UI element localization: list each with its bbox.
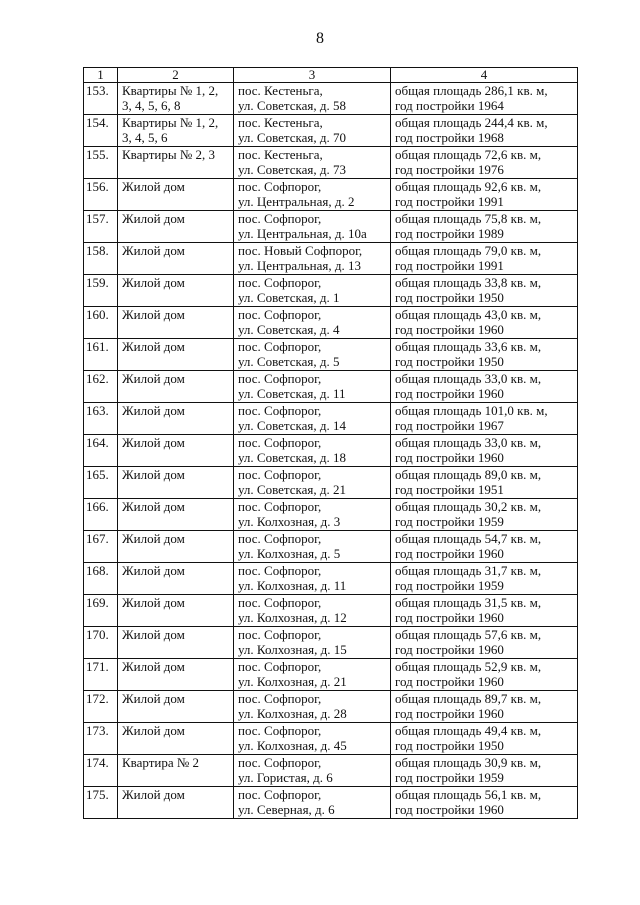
table-row <box>84 211 578 243</box>
characteristics-cell-line-1: общая площадь 31,7 кв. м, <box>395 563 542 578</box>
address-cell-line-1: пос. Софпорог, <box>238 499 322 514</box>
object-name-cell-line-1: Жилой дом <box>122 595 185 610</box>
table-row <box>84 467 578 499</box>
address-cell-line-1: пос. Софпорог, <box>238 211 322 226</box>
address-cell-line-1: пос. Софпорог, <box>238 787 322 802</box>
address-cell <box>234 275 391 307</box>
row-number-cell-line-1: 172. <box>86 691 109 706</box>
address-cell-line-2: ул. Советская, д. 21 <box>238 482 347 497</box>
table-row <box>84 691 578 723</box>
table-row <box>84 627 578 659</box>
characteristics-cell-line-1: общая площадь 33,0 кв. м, <box>395 435 542 450</box>
table-row <box>84 659 578 691</box>
characteristics-cell <box>391 179 578 211</box>
table-row <box>84 371 578 403</box>
table-header <box>84 68 578 83</box>
object-name-cell-line-1: Жилой дом <box>122 435 185 450</box>
characteristics-cell <box>391 147 578 179</box>
characteristics-cell-line-2: год постройки 1960 <box>395 322 504 337</box>
row-number-cell <box>84 147 118 179</box>
object-name-cell-line-1: Жилой дом <box>122 627 185 642</box>
table-row <box>84 243 578 275</box>
address-cell-line-2: ул. Советская, д. 4 <box>238 322 340 337</box>
address-cell-line-1: пос. Софпорог, <box>238 691 322 706</box>
address-cell <box>234 339 391 371</box>
row-number-cell-line-1: 163. <box>86 403 109 418</box>
address-cell <box>234 211 391 243</box>
object-name-cell <box>118 755 234 787</box>
characteristics-cell <box>391 115 578 147</box>
column-header-1: 1 <box>84 68 118 83</box>
row-number-cell <box>84 403 118 435</box>
property-table <box>83 67 578 819</box>
address-cell <box>234 755 391 787</box>
object-name-cell <box>118 691 234 723</box>
characteristics-cell-line-2: год постройки 1976 <box>395 162 504 177</box>
table-row <box>84 499 578 531</box>
row-number-cell-line-1: 170. <box>86 627 109 642</box>
table-row <box>84 275 578 307</box>
address-cell <box>234 723 391 755</box>
characteristics-cell <box>391 755 578 787</box>
characteristics-cell-line-2: год постройки 1991 <box>395 258 504 273</box>
object-name-cell-line-2: 3, 4, 5, 6, 8 <box>122 98 181 113</box>
row-number-cell-line-1: 169. <box>86 595 109 610</box>
characteristics-cell-line-1: общая площадь 43,0 кв. м, <box>395 307 542 322</box>
characteristics-cell <box>391 499 578 531</box>
address-cell-line-2: ул. Колхозная, д. 12 <box>238 610 347 625</box>
address-cell <box>234 83 391 115</box>
characteristics-cell-line-1: общая площадь 33,0 кв. м, <box>395 371 542 386</box>
address-cell-line-2: ул. Колхозная, д. 11 <box>238 578 347 593</box>
object-name-cell-line-1: Жилой дом <box>122 723 185 738</box>
address-cell-line-2: ул. Советская, д. 14 <box>238 418 347 433</box>
characteristics-cell-line-1: общая площадь 89,7 кв. м, <box>395 691 542 706</box>
address-cell-line-2: ул. Центральная, д. 13 <box>238 258 361 273</box>
address-cell-line-2: ул. Советская, д. 5 <box>238 354 340 369</box>
object-name-cell <box>118 467 234 499</box>
characteristics-cell <box>391 563 578 595</box>
address-cell-line-2: ул. Советская, д. 18 <box>238 450 347 465</box>
characteristics-cell-line-1: общая площадь 30,9 кв. м, <box>395 755 542 770</box>
characteristics-cell <box>391 339 578 371</box>
address-cell <box>234 595 391 627</box>
address-cell-line-2: ул. Колхозная, д. 15 <box>238 642 347 657</box>
object-name-cell-line-1: Жилой дом <box>122 179 185 194</box>
characteristics-cell <box>391 627 578 659</box>
object-name-cell <box>118 147 234 179</box>
address-cell-line-2: ул. Советская, д. 70 <box>238 130 347 145</box>
address-cell-line-2: ул. Советская, д. 1 <box>238 290 340 305</box>
row-number-cell <box>84 563 118 595</box>
characteristics-cell <box>391 595 578 627</box>
row-number-cell <box>84 371 118 403</box>
address-cell-line-1: пос. Софпорог, <box>238 339 322 354</box>
object-name-cell-line-1: Жилой дом <box>122 307 185 322</box>
row-number-cell-line-1: 161. <box>86 339 109 354</box>
address-cell <box>234 531 391 563</box>
object-name-cell <box>118 531 234 563</box>
characteristics-cell-line-1: общая площадь 89,0 кв. м, <box>395 467 542 482</box>
characteristics-cell-line-2: год постройки 1960 <box>395 642 504 657</box>
column-header-3: 3 <box>234 68 391 83</box>
address-cell <box>234 499 391 531</box>
object-name-cell <box>118 243 234 275</box>
object-name-cell-line-2: 3, 4, 5, 6 <box>122 130 168 145</box>
table-row <box>84 723 578 755</box>
address-cell-line-1: пос. Софпорог, <box>238 755 322 770</box>
row-number-cell-line-1: 156. <box>86 179 109 194</box>
object-name-cell <box>118 723 234 755</box>
address-cell-line-1: пос. Софпорог, <box>238 179 322 194</box>
address-cell <box>234 467 391 499</box>
object-name-cell <box>118 659 234 691</box>
object-name-cell-line-1: Жилой дом <box>122 787 185 802</box>
address-cell-line-1: пос. Софпорог, <box>238 275 322 290</box>
characteristics-cell-line-1: общая площадь 49,4 кв. м, <box>395 723 542 738</box>
characteristics-cell <box>391 403 578 435</box>
table-row <box>84 147 578 179</box>
row-number-cell-line-1: 175. <box>86 787 109 802</box>
address-cell <box>234 115 391 147</box>
row-number-cell <box>84 179 118 211</box>
row-number-cell <box>84 467 118 499</box>
object-name-cell <box>118 435 234 467</box>
row-number-cell-line-1: 164. <box>86 435 109 450</box>
characteristics-cell <box>391 435 578 467</box>
address-cell-line-1: пос. Софпорог, <box>238 435 322 450</box>
row-number-cell-line-1: 171. <box>86 659 109 674</box>
characteristics-cell-line-1: общая площадь 30,2 кв. м, <box>395 499 542 514</box>
row-number-cell <box>84 243 118 275</box>
object-name-cell-line-1: Квартира № 2 <box>122 755 200 770</box>
characteristics-cell-line-1: общая площадь 244,4 кв. м, <box>395 115 548 130</box>
row-number-cell <box>84 307 118 339</box>
object-name-cell-line-1: Жилой дом <box>122 531 185 546</box>
characteristics-cell-line-2: год постройки 1960 <box>395 706 504 721</box>
address-cell-line-2: ул. Колхозная, д. 45 <box>238 738 347 753</box>
object-name-cell-line-1: Жилой дом <box>122 243 185 258</box>
object-name-cell-line-1: Жилой дом <box>122 275 185 290</box>
row-number-cell-line-1: 167. <box>86 531 109 546</box>
row-number-cell <box>84 691 118 723</box>
address-cell-line-1: пос. Кестеньга, <box>238 83 323 98</box>
characteristics-cell-line-2: год постройки 1950 <box>395 738 504 753</box>
address-cell <box>234 691 391 723</box>
object-name-cell-line-1: Жилой дом <box>122 467 185 482</box>
address-cell-line-1: пос. Софпорог, <box>238 595 322 610</box>
characteristics-cell-line-1: общая площадь 33,8 кв. м, <box>395 275 542 290</box>
object-name-cell-line-1: Квартиры № 1, 2, <box>122 115 219 130</box>
address-cell <box>234 403 391 435</box>
characteristics-cell-line-2: год постройки 1960 <box>395 450 504 465</box>
characteristics-cell-line-1: общая площадь 286,1 кв. м, <box>395 83 548 98</box>
row-number-cell-line-1: 155. <box>86 147 109 162</box>
address-cell <box>234 371 391 403</box>
characteristics-cell <box>391 211 578 243</box>
characteristics-cell-line-2: год постройки 1989 <box>395 226 504 241</box>
characteristics-cell-line-2: год постройки 1959 <box>395 578 504 593</box>
object-name-cell <box>118 339 234 371</box>
address-cell <box>234 435 391 467</box>
object-name-cell-line-1: Жилой дом <box>122 499 185 514</box>
row-number-cell <box>84 531 118 563</box>
characteristics-cell-line-1: общая площадь 72,6 кв. м, <box>395 147 542 162</box>
table-row <box>84 435 578 467</box>
address-cell-line-1: пос. Софпорог, <box>238 659 322 674</box>
page-number: 8 <box>316 30 324 47</box>
address-cell-line-1: пос. Софпорог, <box>238 723 322 738</box>
address-cell-line-2: ул. Гористая, д. 6 <box>238 770 333 785</box>
row-number-cell <box>84 339 118 371</box>
row-number-cell <box>84 115 118 147</box>
characteristics-cell <box>391 275 578 307</box>
table-row <box>84 179 578 211</box>
object-name-cell-line-1: Квартиры № 1, 2, <box>122 83 219 98</box>
address-cell-line-2: ул. Советская, д. 11 <box>238 386 346 401</box>
object-name-cell-line-1: Жилой дом <box>122 691 185 706</box>
address-cell-line-1: пос. Кестеньга, <box>238 115 323 130</box>
characteristics-cell <box>391 467 578 499</box>
address-cell <box>234 787 391 819</box>
row-number-cell-line-1: 165. <box>86 467 109 482</box>
object-name-cell <box>118 787 234 819</box>
address-cell-line-1: пос. Софпорог, <box>238 627 322 642</box>
characteristics-cell-line-1: общая площадь 56,1 кв. м, <box>395 787 542 802</box>
table-row <box>84 755 578 787</box>
address-cell <box>234 243 391 275</box>
characteristics-cell-line-1: общая площадь 33,6 кв. м, <box>395 339 542 354</box>
address-cell-line-1: пос. Новый Софпорог, <box>238 243 363 258</box>
object-name-cell <box>118 307 234 339</box>
row-number-cell-line-1: 157. <box>86 211 109 226</box>
address-cell <box>234 307 391 339</box>
address-cell-line-2: ул. Колхозная, д. 5 <box>238 546 341 561</box>
row-number-cell <box>84 499 118 531</box>
object-name-cell-line-1: Жилой дом <box>122 563 185 578</box>
characteristics-cell-line-2: год постройки 1960 <box>395 674 504 689</box>
characteristics-cell-line-2: год постройки 1991 <box>395 194 504 209</box>
address-cell-line-2: ул. Колхозная, д. 3 <box>238 514 341 529</box>
table-body <box>84 83 578 819</box>
object-name-cell-line-1: Жилой дом <box>122 339 185 354</box>
object-name-cell-line-1: Жилой дом <box>122 403 185 418</box>
address-cell-line-2: ул. Колхозная, д. 28 <box>238 706 347 721</box>
row-number-cell-line-1: 162. <box>86 371 109 386</box>
row-number-cell-line-1: 159. <box>86 275 109 290</box>
column-header-2: 2 <box>118 68 234 83</box>
address-cell-line-1: пос. Кестеньга, <box>238 147 323 162</box>
address-cell-line-1: пос. Софпорог, <box>238 403 322 418</box>
row-number-cell-line-1: 153. <box>86 83 109 98</box>
characteristics-cell-line-2: год постройки 1959 <box>395 770 504 785</box>
object-name-cell <box>118 499 234 531</box>
characteristics-cell-line-1: общая площадь 52,9 кв. м, <box>395 659 542 674</box>
header-row <box>84 68 578 83</box>
table-row <box>84 307 578 339</box>
address-cell <box>234 563 391 595</box>
characteristics-cell-line-2: год постройки 1960 <box>395 610 504 625</box>
characteristics-cell-line-1: общая площадь 92,6 кв. м, <box>395 179 542 194</box>
characteristics-cell <box>391 531 578 563</box>
address-cell <box>234 627 391 659</box>
address-cell-line-1: пос. Софпорог, <box>238 371 322 386</box>
characteristics-cell-line-1: общая площадь 57,6 кв. м, <box>395 627 542 642</box>
column-header-4: 4 <box>391 68 578 83</box>
object-name-cell <box>118 595 234 627</box>
address-cell <box>234 147 391 179</box>
row-number-cell-line-1: 160. <box>86 307 109 322</box>
object-name-cell <box>118 115 234 147</box>
row-number-cell <box>84 787 118 819</box>
table-row <box>84 403 578 435</box>
characteristics-cell-line-2: год постройки 1960 <box>395 546 504 561</box>
address-cell <box>234 659 391 691</box>
object-name-cell-line-1: Квартиры № 2, 3 <box>122 147 216 162</box>
object-name-cell <box>118 211 234 243</box>
row-number-cell-line-1: 174. <box>86 755 109 770</box>
object-name-cell <box>118 371 234 403</box>
table-row <box>84 595 578 627</box>
object-name-cell <box>118 179 234 211</box>
row-number-cell-line-1: 154. <box>86 115 109 130</box>
row-number-cell-line-1: 173. <box>86 723 109 738</box>
table-row <box>84 531 578 563</box>
characteristics-cell <box>391 723 578 755</box>
row-number-cell <box>84 83 118 115</box>
characteristics-cell <box>391 691 578 723</box>
row-number-cell <box>84 435 118 467</box>
characteristics-cell-line-2: год постройки 1950 <box>395 290 504 305</box>
address-cell-line-1: пос. Софпорог, <box>238 563 322 578</box>
table-row <box>84 115 578 147</box>
address-cell-line-2: ул. Северная, д. 6 <box>238 802 335 817</box>
characteristics-cell-line-2: год постройки 1950 <box>395 354 504 369</box>
characteristics-cell-line-1: общая площадь 79,0 кв. м, <box>395 243 542 258</box>
object-name-cell-line-1: Жилой дом <box>122 659 185 674</box>
row-number-cell-line-1: 168. <box>86 563 109 578</box>
address-cell <box>234 179 391 211</box>
characteristics-cell-line-2: год постройки 1967 <box>395 418 504 433</box>
characteristics-cell <box>391 659 578 691</box>
address-cell-line-2: ул. Центральная, д. 10а <box>238 226 367 241</box>
characteristics-cell-line-1: общая площадь 31,5 кв. м, <box>395 595 542 610</box>
row-number-cell <box>84 627 118 659</box>
characteristics-cell-line-1: общая площадь 54,7 кв. м, <box>395 531 542 546</box>
address-cell-line-1: пос. Софпорог, <box>238 467 322 482</box>
table-row <box>84 563 578 595</box>
object-name-cell-line-1: Жилой дом <box>122 211 185 226</box>
row-number-cell-line-1: 158. <box>86 243 109 258</box>
characteristics-cell-line-1: общая площадь 101,0 кв. м, <box>395 403 548 418</box>
object-name-cell <box>118 627 234 659</box>
address-cell-line-2: ул. Колхозная, д. 21 <box>238 674 347 689</box>
characteristics-cell <box>391 307 578 339</box>
object-name-cell-line-1: Жилой дом <box>122 371 185 386</box>
characteristics-cell <box>391 787 578 819</box>
object-name-cell <box>118 83 234 115</box>
characteristics-cell-line-1: общая площадь 75,8 кв. м, <box>395 211 542 226</box>
address-cell-line-1: пос. Софпорог, <box>238 307 322 322</box>
address-cell-line-2: ул. Центральная, д. 2 <box>238 194 355 209</box>
characteristics-cell-line-2: год постройки 1959 <box>395 514 504 529</box>
table-row <box>84 787 578 819</box>
row-number-cell <box>84 211 118 243</box>
characteristics-cell-line-2: год постройки 1951 <box>395 482 504 497</box>
row-number-cell <box>84 595 118 627</box>
characteristics-cell <box>391 83 578 115</box>
characteristics-cell-line-2: год постройки 1968 <box>395 130 504 145</box>
characteristics-cell-line-2: год постройки 1960 <box>395 386 504 401</box>
row-number-cell <box>84 723 118 755</box>
characteristics-cell-line-2: год постройки 1964 <box>395 98 504 113</box>
row-number-cell <box>84 275 118 307</box>
table-row <box>84 83 578 115</box>
row-number-cell <box>84 659 118 691</box>
object-name-cell <box>118 563 234 595</box>
row-number-cell <box>84 755 118 787</box>
address-cell-line-2: ул. Советская, д. 73 <box>238 162 347 177</box>
characteristics-cell-line-2: год постройки 1960 <box>395 802 504 817</box>
characteristics-cell <box>391 371 578 403</box>
table-row <box>84 339 578 371</box>
object-name-cell <box>118 275 234 307</box>
characteristics-cell <box>391 243 578 275</box>
address-cell-line-1: пос. Софпорог, <box>238 531 322 546</box>
address-cell-line-2: ул. Советская, д. 58 <box>238 98 347 113</box>
object-name-cell <box>118 403 234 435</box>
row-number-cell-line-1: 166. <box>86 499 109 514</box>
